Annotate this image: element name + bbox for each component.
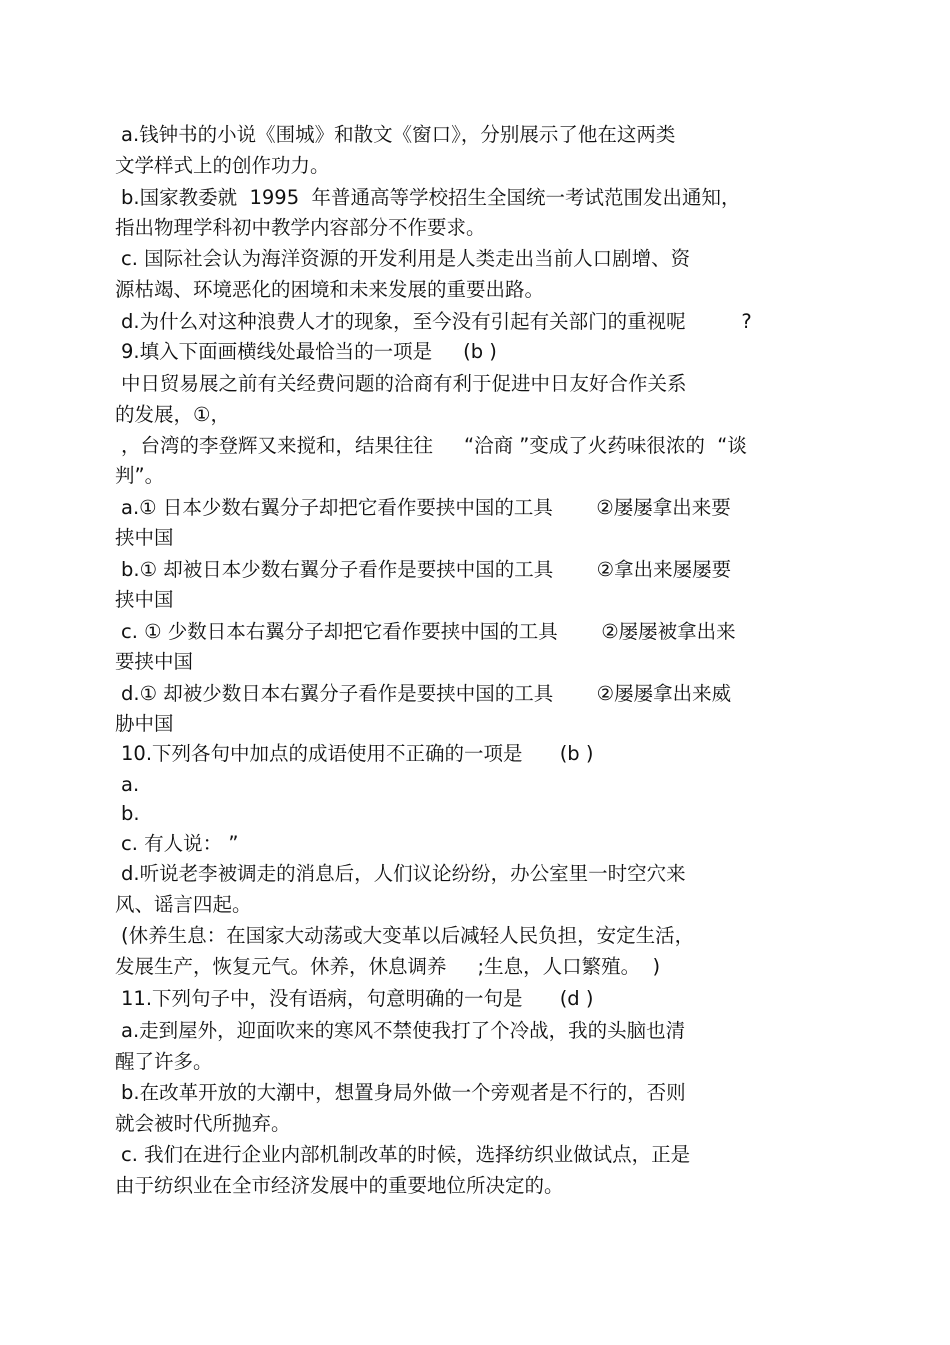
text-line: d.① 却被少数日本右翼分子看作是要挟中国的工具 ②屡屡拿出来威 [121,682,732,705]
text-line: b.国家教委就 1995 年普通高等学校招生全国统一考试范围发出通知， [121,186,741,209]
text-line: 由于纺织业在全市经济发展中的重要地位所决定的。 [115,1174,564,1197]
text-line: 要挟中国 [115,650,194,673]
text-line: 发展生产，恢复元气。休养，休息调养 ;生息，人口繁殖。 ) [115,955,661,978]
text-line: 就会被时代所抛弃。 [115,1112,291,1135]
text-line: b.在改革开放的大潮中，想置身局外做一个旁观者是不行的，否则 [121,1081,686,1104]
text-line: 10.下列各句中加点的成语使用不正确的一项是 (b ) [121,742,594,765]
text-line: 文学样式上的创作功力。 [115,154,330,177]
text-line: d.听说老李被调走的消息后，人们议论纷纷，办公室里一时空穴来 [121,862,686,885]
text-line: 醒了许多。 [115,1050,213,1073]
text-line: c. ① 少数日本右翼分子却把它看作要挟中国的工具 ②屡屡被拿出来 [121,620,736,643]
text-line: 9.填入下面画横线处最恰当的一项是 (b ) [121,340,497,363]
text-line: d.为什么对这种浪费人才的现象，至今没有引起有关部门的重视呢 ? [121,310,752,333]
text-line: 挟中国 [115,588,174,611]
text-line: a.① 日本少数右翼分子却把它看作要挟中国的工具 ②屡屡拿出来要 [121,496,731,519]
text-line: b. [121,802,140,825]
text-line: a.钱钟书的小说《围城》和散文《窗口》，分别展示了他在这两类 [121,123,676,146]
text-line: 源枯竭、环境恶化的困境和未来发展的重要出路。 [115,278,545,301]
text-line: c. 我们在进行企业内部机制改革的时候，选择纺织业做试点，正是 [121,1143,691,1166]
text-line: 风、谣言四起。 [115,893,252,916]
text-line: 指出物理学科初中教学内容部分不作要求。 [115,216,486,239]
text-line: a. [121,773,140,796]
text-line: b.① 却被日本少数右翼分子看作是要挟中国的工具 ②拿出来屡屡要 [121,558,732,581]
text-line: 判”。 [115,464,165,487]
text-line: c. 有人说： ” [121,832,239,855]
text-line: 11.下列句子中，没有语病，句意明确的一句是 (d ) [121,987,594,1010]
text-line: c. 国际社会认为海洋资源的开发利用是人类走出当前人口剧增、资 [121,247,691,270]
text-line: 胁中国 [115,712,174,735]
text-line: a.走到屋外，迎面吹来的寒风不禁使我打了个冷战，我的头脑也清 [121,1019,686,1042]
text-line: 的发展，①， [115,403,230,426]
text-line: (休养生息：在国家大动荡或大变革以后减轻人民负担，安定生活， [121,924,695,947]
text-line: 挟中国 [115,526,174,549]
text-line: ，台湾的李登辉又来搅和，结果往往 “洽商 ”变成了火药味很浓的 “谈 [121,434,747,457]
text-line: 中日贸易展之前有关经费问题的洽商有利于促进中日友好合作关系 [121,372,687,395]
